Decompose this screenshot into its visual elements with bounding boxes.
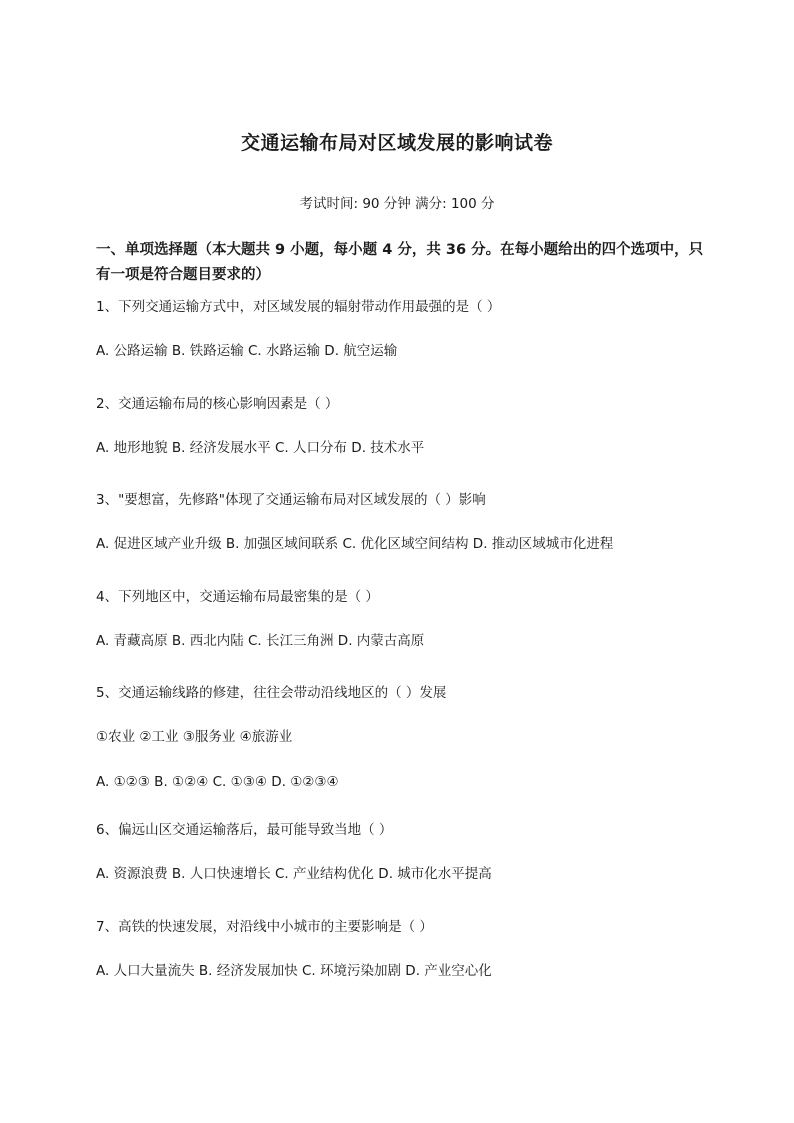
question-5-options: A. ①②③ B. ①②④ C. ①③④ D. ①②③④ xyxy=(96,774,339,790)
section-heading: 一、单项选择题（本大题共 9 小题，每小题 4 分，共 36 分。在每小题给出的四个选项中，只有一项是符合题目要求的） xyxy=(96,242,704,283)
question-7-stem: 7、高铁的快速发展，对沿线中小城市的主要影响是（ ） xyxy=(96,919,433,935)
question-2-stem: 2、交通运输布局的核心影响因素是（ ） xyxy=(96,396,339,412)
question-5-stem: 5、交通运输线路的修建，往往会带动沿线地区的（ ）发展 xyxy=(96,685,447,701)
question-4-stem: 4、下列地区中，交通运输布局最密集的是（ ） xyxy=(96,589,379,605)
question-6-options: A. 资源浪费 B. 人口快速增长 C. 产业结构优化 D. 城市化水平提高 xyxy=(96,866,492,882)
question-4-options: A. 青藏高原 B. 西北内陆 C. 长江三角洲 D. 内蒙古高原 xyxy=(96,633,425,649)
question-2-options: A. 地形地貌 B. 经济发展水平 C. 人口分布 D. 技术水平 xyxy=(96,440,425,456)
exam-title: 交通运输布局对区域发展的影响试卷 xyxy=(240,132,553,154)
question-3-stem: 3、"要想富，先修路"体现了交通运输布局对区域发展的（ ）影响 xyxy=(96,492,486,508)
question-6-stem: 6、偏远山区交通运输落后，最可能导致当地（ ） xyxy=(96,822,393,838)
question-1-stem: 1、下列交通运输方式中，对区域发展的辐射带动作用最强的是（ ） xyxy=(96,299,501,315)
question-3-options: A. 促进区域产业升级 B. 加强区域间联系 C. 优化区域空间结构 D. 推动区域城市化进程 xyxy=(96,536,614,552)
question-5-items: ①农业 ②工业 ③服务业 ④旅游业 xyxy=(96,729,293,745)
exam-meta: 考试时间: 90 分钟 满分: 100 分 xyxy=(299,196,495,212)
question-1-options: A. 公路运输 B. 铁路运输 C. 水路运输 D. 航空运输 xyxy=(96,343,398,359)
question-7-options: A. 人口大量流失 B. 经济发展加快 C. 环境污染加剧 D. 产业空心化 xyxy=(96,963,492,979)
